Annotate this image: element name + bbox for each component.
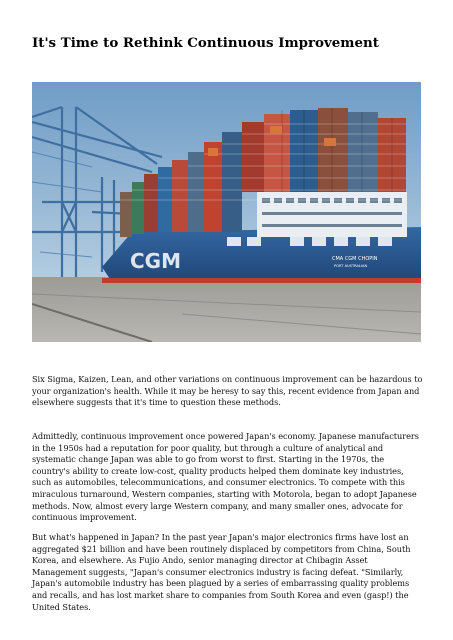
article-paragraph: But what's happened in Japan? In the past year Japan's major electronics firms have lost an aggregated $21 billion and have been routinely displaced by competitors from China, South Korea, and elsewhere. As Fujio Ando, senior managing director at Chibagin Asset Management suggests, "Japan's consumer electronics industry is facing defeat. "Similarly, Japan's automobile industry has been plagued by a series of embarrassing quality problems and recalls, and has lost market share to companies from South Korea and even (gasp!) the United States.: [32, 532, 411, 612]
article-paragraph: Six Sigma, Kaizen, Lean, and other variations on continuous improvement can be hazardous to your organization's health. While it may be heresy to say this, recent evidence from Japan and elsewhere suggests that it's time to question these methods.: [32, 374, 423, 408]
hull-logo-text: CGM: [130, 249, 181, 273]
ship-name-text: CMA CGM CHOPIN: [332, 256, 378, 262]
article-paragraph: Admittedly, continuous improvement once powered Japan's economy. Japanese manufacturers in the 1950s had a reputation for poor quality, but through a culture of analytical and systematic change Japan was able to go from worst to first. Starting in the 1970s, the country's ability to create low-cost, quality products helped them dominate key industries, such as automobiles, telecommunications, and consumer electronics. To compete with this miraculous turnaround, Western companies, starting with Motorola, began to adopt Japanese methods. Now, almost every large Western company, and many smaller ones, advocate for continuous improvement.: [32, 431, 419, 523]
article-title: It's Time to Rethink Continuous Improvement: [32, 35, 379, 51]
ship-port-text: PORT AUSTRALIAN: [334, 264, 368, 268]
container-ship-photo: [32, 82, 421, 342]
